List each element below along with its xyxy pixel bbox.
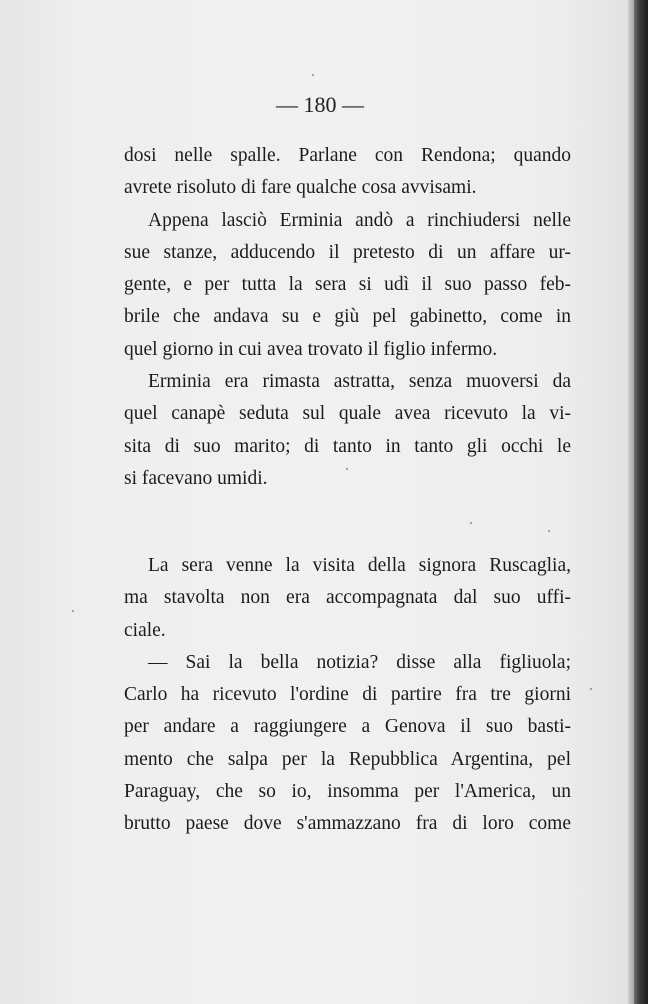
text-line: — Sai la bella notizia? disse alla figliuola; — [148, 651, 571, 673]
page-number: — 180 — — [276, 92, 364, 117]
text-line: ma stavolta non era accompagnata dal suo uffi- — [124, 587, 571, 609]
paper-speck — [346, 468, 348, 470]
text-line: mento che salpa per la Repubblica Argentina, pel — [124, 748, 571, 770]
text-line: avrete risoluto di fare qualche cosa avvisami. — [124, 177, 477, 199]
text-line: per andare a raggiungere a Genova il suo basti- — [124, 716, 571, 738]
paper-speck — [312, 74, 314, 76]
paper-speck — [72, 610, 74, 612]
text-line: quel giorno in cui avea trovato il figlio infermo. — [124, 338, 498, 360]
text-line: si facevano umidi. — [124, 467, 268, 489]
text-line: Carlo ha ricevuto l'ordine di partire fra tre giorni — [124, 684, 571, 706]
paper-speck — [590, 688, 592, 690]
paper-speck — [470, 522, 472, 524]
text-line: brutto paese dove s'ammazzano fra di loro come — [124, 813, 571, 835]
text-line: gente, e per tutta la sera si udì il suo passo feb- — [124, 274, 571, 296]
text-line: sita di suo marito; di tanto in tanto gli occhi le — [124, 435, 571, 457]
binding-shadow — [634, 0, 648, 1004]
text-line: brile che andava su e giù pel gabinetto, come in — [124, 306, 571, 328]
text-line: dosi nelle spalle. Parlane con Rendona; quando — [124, 145, 571, 166]
text-line: Appena lasciò Erminia andò a rinchiudersi nelle — [148, 209, 571, 231]
text-line: ciale. — [124, 619, 166, 641]
text-line: La sera venne la visita della signora Ruscaglia, — [148, 555, 571, 576]
text-block-1 — [124, 140, 571, 495]
text-line: Erminia era rimasta astratta, senza muoversi da — [148, 371, 571, 393]
paper-speck — [548, 530, 550, 532]
text-block-2 — [124, 550, 571, 841]
text-line: sue stanze, adducendo il pretesto di un affare ur- — [124, 241, 571, 263]
text-line: Paraguay, che so io, insomma per l'America, un — [124, 781, 571, 803]
text-line: quel canapè seduta sul quale avea ricevuto la vi- — [124, 403, 571, 425]
